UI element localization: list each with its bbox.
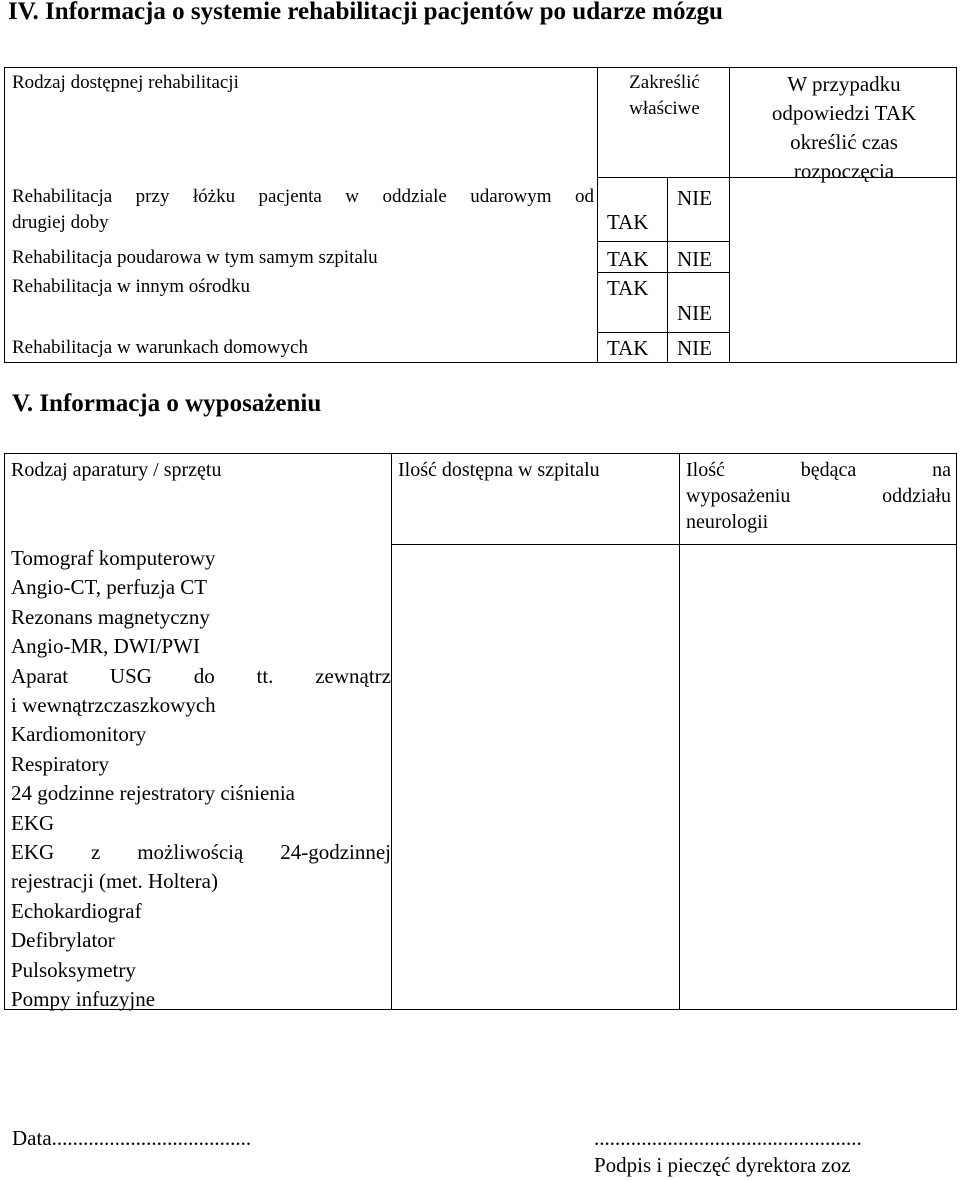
rehab-row-bedside-nie[interactable]: NIE bbox=[677, 186, 712, 210]
equipment-item: Tomograf komputerowy bbox=[11, 546, 216, 570]
col-header-neurology-qty: Ilość będąca na wyposażeniu oddziału neurologii bbox=[686, 459, 951, 533]
rehab-row-bedside-line1: Rehabilitacja przy łóżku pacjenta w oddziale udarowym od bbox=[12, 186, 594, 207]
rehab-row-other-center-nie[interactable]: NIE bbox=[677, 301, 712, 325]
col-header-mark: Zakreślić właściwe bbox=[629, 72, 700, 119]
rehab-row-other-center: Rehabilitacja w innym ośrodku bbox=[12, 276, 250, 297]
equipment-item: Respiratory bbox=[11, 751, 109, 776]
rehab-row-home-nie[interactable]: NIE bbox=[677, 336, 712, 360]
equipment-item: Angio-MR, DWI/PWI bbox=[11, 634, 200, 659]
rehab-row-other-center-tak[interactable]: TAK bbox=[607, 276, 649, 300]
rehab-row-bedside-line2: drugiej doby bbox=[12, 212, 109, 233]
col-header-equipment-type: Rodzaj aparatury / sprzętu bbox=[11, 459, 222, 481]
signature-line[interactable]: ................................................... bbox=[594, 1126, 862, 1150]
col-header-start-time: W przypadku odpowiedzi TAK określić czas rozpoczęcia bbox=[771, 72, 917, 183]
rehab-row-home: Rehabilitacja w warunkach domowych bbox=[12, 337, 308, 358]
section-iv-heading: IV. Informacja o systemie rehabilitacji pacjentów po udarze mózgu bbox=[8, 0, 723, 25]
section-v-heading: V. Informacja o wyposażeniu bbox=[12, 390, 322, 417]
rehab-row-home-tak[interactable]: TAK bbox=[607, 336, 649, 360]
equipment-item: Pulsoksymetry bbox=[11, 957, 136, 982]
equipment-item: Aparat USG do tt. zewnątrz bbox=[11, 663, 391, 688]
equipment-item: rejestracji (met. Holtera) bbox=[11, 869, 218, 894]
signature-label: Podpis i pieczęć dyrektora zoz bbox=[594, 1153, 851, 1177]
rehab-row-bedside-tak[interactable]: TAK bbox=[607, 210, 649, 234]
equipment-table bbox=[4, 453, 957, 1010]
equipment-item: EKG bbox=[11, 810, 55, 835]
rehab-row-same-hospital: Rehabilitacja poudarowa w tym samym szpitalu bbox=[12, 247, 378, 268]
col-header-hospital-qty: Ilość dostępna w szpitalu bbox=[398, 459, 600, 481]
equipment-item: Pompy infuzyjne bbox=[11, 987, 156, 1012]
equipment-item: Rezonans magnetyczny bbox=[11, 604, 210, 629]
rehab-row-same-hospital-nie[interactable]: NIE bbox=[677, 247, 712, 271]
rehabilitation-table bbox=[4, 67, 957, 363]
equipment-item: i wewnątrzczaszkowych bbox=[11, 693, 216, 718]
equipment-item: Angio-CT, perfuzja CT bbox=[11, 575, 208, 600]
equipment-item: 24 godzinne rejestratory ciśnienia bbox=[11, 781, 295, 806]
equipment-item: Kardiomonitory bbox=[11, 722, 147, 747]
date-field[interactable]: Data...................................... bbox=[12, 1126, 252, 1150]
rehab-row-same-hospital-tak[interactable]: TAK bbox=[607, 247, 649, 271]
equipment-item: Echokardiograf bbox=[11, 898, 142, 923]
col-header-rehab-type: Rodzaj dostępnej rehabilitacji bbox=[12, 72, 239, 93]
equipment-item: EKG z możliwością 24-godzinnej bbox=[11, 840, 391, 865]
equipment-list bbox=[11, 544, 391, 1015]
equipment-item: Defibrylator bbox=[11, 928, 115, 953]
